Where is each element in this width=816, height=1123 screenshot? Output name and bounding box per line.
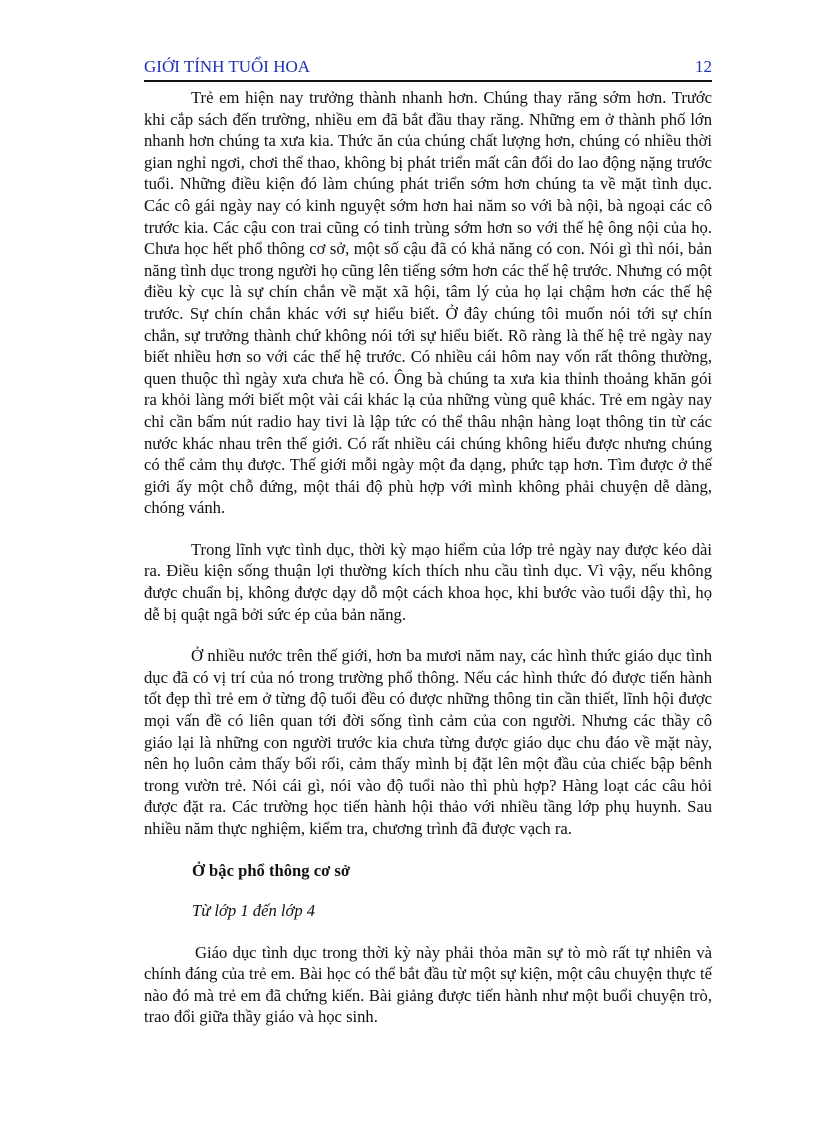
paragraph-1: Trẻ em hiện nay trưởng thành nhanh hơn. Chúng thay răng sớm hơn. Trước khi cắp sách đến trường, nhiều em đã bắt đầu thay răng. Những em ở thành phố lớn nhanh hơn chúng ta xưa kia. Thức ăn của chúng chất lượng hơn, chúng có nhiều thời gian nghỉ ngơi, chơi thể thao, không bị phát triển mất cân đối do lao động nặng trước tuổi. Những điều kiện đó làm chúng phát triển sớm hơn chúng ta về mặt tình dục. Các cô gái ngày nay có kinh nguyệt sớm hơn hai năm so với bà nội, bà ngoại các cô trước kia. Các cậu con trai cũng có tinh trùng sớm hơn so với thế hệ ông nội của họ. Chưa học hết phổ thông cơ sở, một số cậu đã có khả năng có con. Nói gì thì nói, bản năng tình dục trong người họ cũng lên tiếng sớm hơn các thế hệ trước. Nhưng có một điều kỳ cục là sự chín chắn về mặt xã hội, tâm lý của họ lại chậm hơn các thế hệ trước. Sự chín chắn khác với sự hiểu biết. Ở đây chúng tôi muốn nói tới sự chín chắn, sự trưởng thành chứ không nói tới sự hiểu biết. Rõ ràng là thế hệ trẻ ngày nay biết nhiều hơn so với các thế hệ trước. Có nhiều cái hôm nay vốn rất thông thường, quen thuộc thì ngày xưa chưa hề có. Ông bà chúng ta xưa kia thỉnh thoảng khăn gói ra khỏi làng mới biết một vài cái khác lạ của những vùng quê khác. Trẻ em ngày nay chỉ cần bấm nút radio hay tivi là lập tức có thể thâu nhận hàng loạt thông tin từ các nước khác nhau trên thế giới. Có rất nhiều cái chúng không hiểu được nhưng chúng có thể cảm thụ được. Thế giới mỗi ngày một đa dạng, phức tạp hơn. Tìm được ở thế giới ấy một chỗ đứng, một thái độ phù hợp với mình không phải chuyện dễ dàng, chóng vánh. xyxy=(144,88,712,518)
book-title: GIỚI TÍNH TUỔI HOA xyxy=(144,57,311,76)
paragraph-3: Ở nhiều nước trên thế giới, hơn ba mươi năm nay, các hình thức giáo dục tình dục đã có vị trí của nó trong trường phổ thông. Nếu các hình thức đó được tiến hành tốt đẹp thì trẻ em ở từng độ tuổi đều có được những thông tin cần thiết, lĩnh hội được mọi vấn đề có liên quan tới đời sống tình cảm của con người. Nhưng các thầy cô giáo lại là những con người trước kia chưa từng được giáo dục chu đáo về mặt này, nên họ luôn cảm thấy bối rối, cảm thấy mình bị đặt lên một đầu của chiếc bập bênh trong vườn trẻ. Nói cái gì, nói vào độ tuổi nào thì phù hợp? Hàng loạt các câu hỏi được đặt ra. Các trường học tiến hành hội thảo với nhiều tầng lớp phụ huynh. Sau nhiều năm thực nghiệm, kiểm tra, chương trình đã được vạch ra. xyxy=(144,646,712,838)
page-body xyxy=(144,87,712,1028)
page-header xyxy=(144,56,712,82)
page-number: 12 xyxy=(695,57,712,76)
section-subheading: Từ lớp 1 đến lớp 4 xyxy=(192,900,316,920)
paragraph-4: Giáo dục tình dục trong thời kỳ này phải thỏa mãn sự tò mò rất tự nhiên và chính đáng của trẻ em. Bài học có thể bắt đầu từ một sự kiện, một câu chuyện thực tế nào đó mà trẻ em đã chứng kiến. Bài giảng được tiến hành như một buổi chuyện trò, trao đổi giữa thầy giáo và học sinh. xyxy=(144,942,712,1027)
section-heading: Ở bậc phổ thông cơ sở xyxy=(192,860,351,880)
paragraph-2: Trong lĩnh vực tình dục, thời kỳ mạo hiểm của lớp trẻ ngày nay được kéo dài ra. Điều kiện sống thuận lợi thường kích thích nhu cầu tình dục. Vì vậy, nếu không được chuẩn bị, không được dạy dỗ một cách khoa học, khi bước vào tuổi dậy thì, họ dễ bị quật ngã bởi sức ép của bản năng. xyxy=(144,539,712,624)
